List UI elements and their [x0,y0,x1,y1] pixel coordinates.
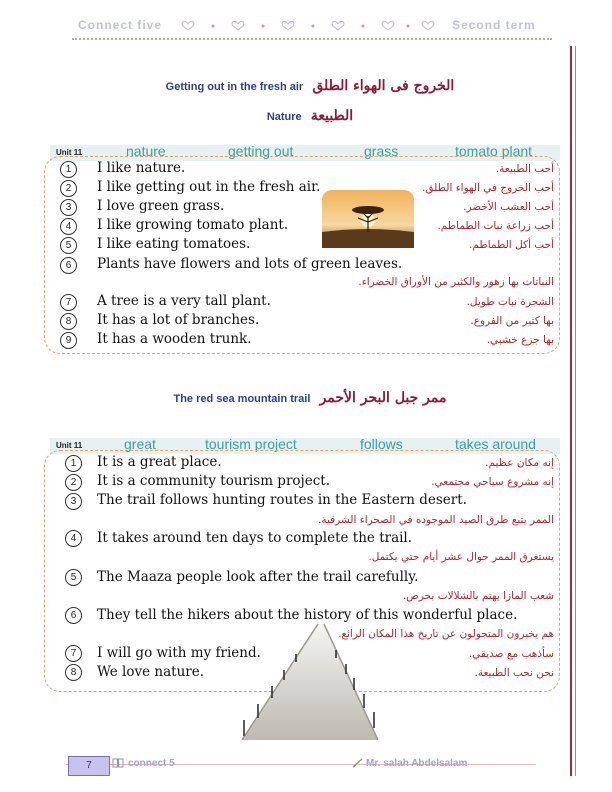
side-border-decoration [569,46,579,776]
row-number: 8 [65,664,82,681]
arabic-translation: سأذهب مع صديقي. [468,648,554,660]
section1-subtitle [230,108,390,124]
arabic-translation: شعب المازا يهتم بالشلالات بحرص. [402,590,554,602]
arabic-translation: أحب أكل الطماطم. [469,239,554,251]
section1-vocab-word: grass [364,143,399,159]
english-sentence: It takes around ten days to complete the trail. [97,530,413,546]
arabic-translation: الممر يتبع طرق الصيد الموجوده في الصحراء الشرقية. [317,514,554,526]
english-sentence: It is a great place. [97,454,222,470]
trail-path-image [236,622,378,740]
row-number: 6 [65,607,82,624]
english-sentence: They tell the hikers about the history of this wonderful place. [97,607,518,623]
header-left: Connect five [78,18,163,32]
section1-unit-label: Unit 11 [56,148,83,157]
arabic-translation: أحب الطبيعة. [495,163,554,175]
row-number: 6 [60,257,77,274]
sunset-tree-image [322,190,414,248]
section2-title [150,390,470,406]
footer-author: Mr. salah Abdelsalam [366,758,468,769]
english-sentence: We love nature. [97,664,205,680]
english-sentence: I like growing tomato plant. [97,217,289,233]
row-number: 2 [60,180,77,197]
arabic-translation: يستغرق الممر حوال عشر أيام حتي يكتمل. [368,551,554,563]
english-sentence: It has a wooden trunk. [97,331,252,347]
english-sentence: I love green grass. [97,198,225,214]
section2-title-ar: ممر جبل البحر الأحمر [319,390,447,406]
row-number: 4 [65,530,82,547]
footer-title: connect 5 [128,758,175,769]
header-divider [72,38,552,40]
arabic-translation: النباتات بها زهور والكثير من الأوراق الخضراء. [358,276,554,288]
section1-title [130,78,490,94]
english-sentence: I like nature. [97,160,186,176]
page-number: 7 [68,756,110,776]
section1-title-ar: الخروج فى الهواء الطلق [312,78,455,94]
arabic-translation: أحب العشب الأخضر. [463,201,554,213]
english-sentence: Plants have flowers and lots of green leaves. [97,256,403,272]
row-number: 1 [65,455,82,472]
row-number: 4 [60,218,77,235]
arabic-translation: أحب زراعة نبات الطماطم. [437,220,554,232]
arabic-translation: بها كثير من الفروع. [470,315,554,327]
section1-subtitle-en: Nature [266,111,302,123]
english-sentence: The trail follows hunting routes in the Eastern desert. [97,492,467,508]
arabic-translation: بها جزع خشبي. [486,334,554,346]
row-number: 9 [60,332,77,349]
section1-vocab-word: getting out [228,143,294,159]
english-sentence: The Maaza people look after the trail carefully. [97,569,419,585]
row-number: 2 [65,474,82,491]
arabic-translation: إنه مكان عظيم. [485,457,554,469]
arabic-translation: هم يخبرون المتجولون عن تاريخ هذا المكان الرائع. [338,628,554,640]
arabic-translation: إنه مشروع سياحي مجتمعي. [431,476,554,488]
section2-vocab-word: follows [360,436,403,452]
english-sentence: It has a lot of branches. [97,312,260,328]
english-sentence: A tree is a very tall plant. [97,293,271,309]
section2-vocab-word: tourism project [205,436,297,452]
section1-subtitle-ar: الطبيعة [310,108,354,124]
row-number: 7 [65,645,82,662]
row-number: 3 [65,493,82,510]
hearts-decoration-icon [168,16,448,32]
row-number: 8 [60,313,77,330]
pen-icon [352,758,364,768]
english-sentence: It is a community tourism project. [97,473,330,489]
section2-title-en: The red sea mountain trail [173,393,311,405]
section1-title-en: Getting out in the fresh air [165,81,304,93]
row-number: 3 [60,199,77,216]
row-number: 5 [60,237,77,254]
row-number: 5 [65,569,82,586]
book-icon [112,758,124,768]
english-sentence: I like getting out in the fresh air. [97,179,321,195]
section2-vocab-word: great [124,436,156,452]
english-sentence: I like eating tomatoes. [97,236,251,252]
row-number: 7 [60,294,77,311]
section2-vocab-word: takes around [455,436,536,452]
arabic-translation: أحب الخروج في الهواء الطلق. [422,182,554,194]
row-number: 1 [60,161,77,178]
section1-vocab-word: nature [126,143,166,159]
section2-unit-label: Unit 11 [56,441,83,450]
section1-vocab-word: tomato plant [455,143,533,159]
english-sentence: I will go with my friend. [97,645,261,661]
arabic-translation: الشجرة نبات طويل. [466,296,554,308]
arabic-translation: نحن نحب الطبيعة. [474,667,554,679]
header-right: Second term [452,18,536,32]
